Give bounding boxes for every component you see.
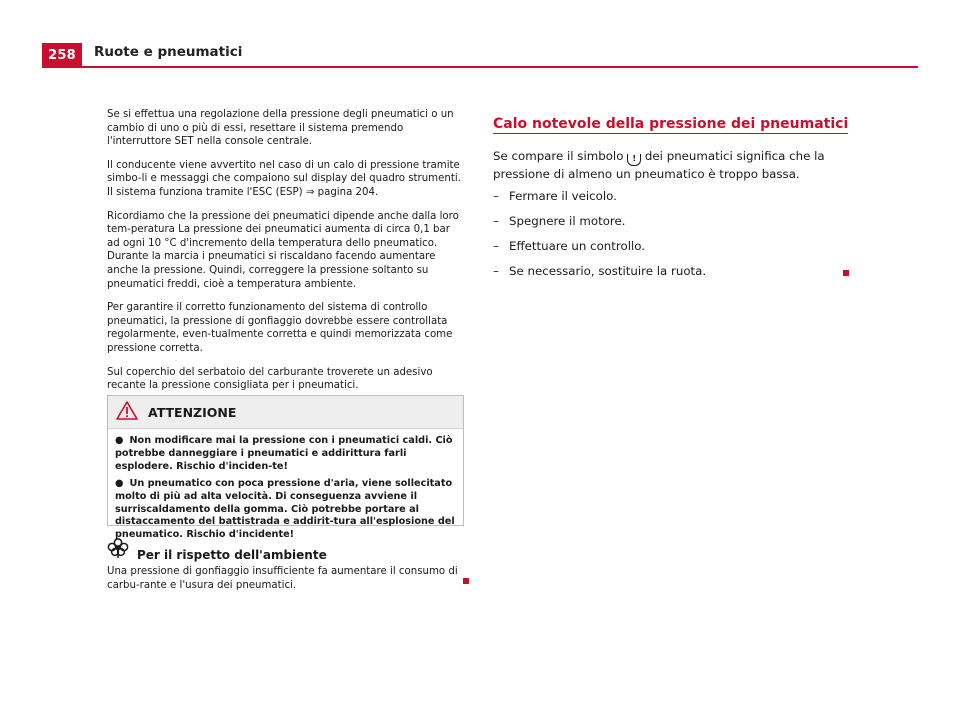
- warning-item: ● Un pneumatico con poca pressione d'aria, viene sollecitato molto di più ad alta velocità. Di conseguenza avviene il surriscaldamento della gomma. Ciò potrebbe portare al distaccamento del battistrada e addirit-tura all'esplosione del pneumatico. Rischio d'incidente!: [115, 477, 455, 541]
- bullet-icon: ●: [115, 477, 124, 489]
- page-number: 258: [42, 43, 82, 67]
- list-item: – Fermare il veicolo.: [493, 189, 617, 203]
- environment-header: [107, 538, 327, 562]
- environment-text: Una pressione di gonfiaggio insufficiente fa aumentare il consumo di carbu-rante e l'usura dei pneumatici.: [107, 566, 458, 591]
- paragraph: Per garantire il corretto funzionamento del sistema di controllo pneumatici, la pressione di gonfiaggio dovrebbe essere controllata regolarmente, even-tualmente corretta e quindi memorizzata come pressione corretta.: [107, 302, 453, 354]
- bullet-icon: ●: [115, 435, 124, 446]
- header-divider: [42, 66, 918, 68]
- warning-item: ● Non modificare mai la pressione con i pneumatici caldi. Ciò potrebbe danneggiare i pneumatici e addirittura farli esplodere. Rischio d'inciden-te!: [115, 435, 453, 472]
- paragraph: Se si effettua una regolazione della pressione degli pneumatici o un cambio di uno o più di essi, resettare il sistema premendo l'interruttore SET nella console centrale.: [107, 109, 454, 148]
- list-item: – Spegnere il motore.: [493, 214, 626, 228]
- warning-header: [108, 396, 463, 429]
- environment-title: Per il rispetto dell'ambiente: [137, 548, 327, 562]
- end-of-section-marker: [463, 578, 469, 584]
- paragraph: Ricordiamo che la pressione dei pneumatici dipende anche dalla loro tem-peratura La pressione dei pneumatici aumenta di circa 0,1 bar ad ogni 10 °C d'incremento della temperatura dello pneumatico. Durante la marcia i pneumatici si riscaldano facendo aumentare anche la pressione. Quindi, correggere la pressione soltanto su pneumatici freddi, cioè a temperatura ambiente.: [107, 210, 459, 290]
- list-item: – Se necessario, sostituire la ruota.: [493, 264, 707, 278]
- list-item: – Effettuare un controllo.: [493, 239, 646, 253]
- flower-icon: [107, 538, 129, 562]
- end-of-section-marker: [843, 270, 849, 276]
- chapter-title: Ruote e pneumatici: [94, 44, 243, 60]
- section-title-underline: [493, 133, 848, 134]
- tire-pressure-icon: !: [627, 154, 641, 166]
- warning-title: ATTENZIONE: [148, 404, 237, 420]
- paragraph: Sul coperchio del serbatoio del carburante troverete un adesivo recante la pressione consigliata per i pneumatici.: [107, 366, 433, 392]
- paragraph: Il conducente viene avvertito nel caso di un calo di pressione tramite simbo-li e messaggi che compaiono sul display del quadro strumenti. Il sistema funziona tramite l'ESC (ESP) ⇒ pagina 204.: [107, 159, 461, 198]
- left-column: [107, 108, 465, 403]
- warning-body: [108, 429, 463, 542]
- warning-triangle-icon: [116, 401, 138, 424]
- section-title: Calo notevole della pressione dei pneumatici: [493, 116, 849, 132]
- section-intro: Se compare il simbolo ! dei pneumatici significa che la pressione di almeno un pneumatico è troppo bassa.: [493, 149, 825, 181]
- steps-list: [493, 188, 853, 288]
- warning-box: [107, 395, 464, 541]
